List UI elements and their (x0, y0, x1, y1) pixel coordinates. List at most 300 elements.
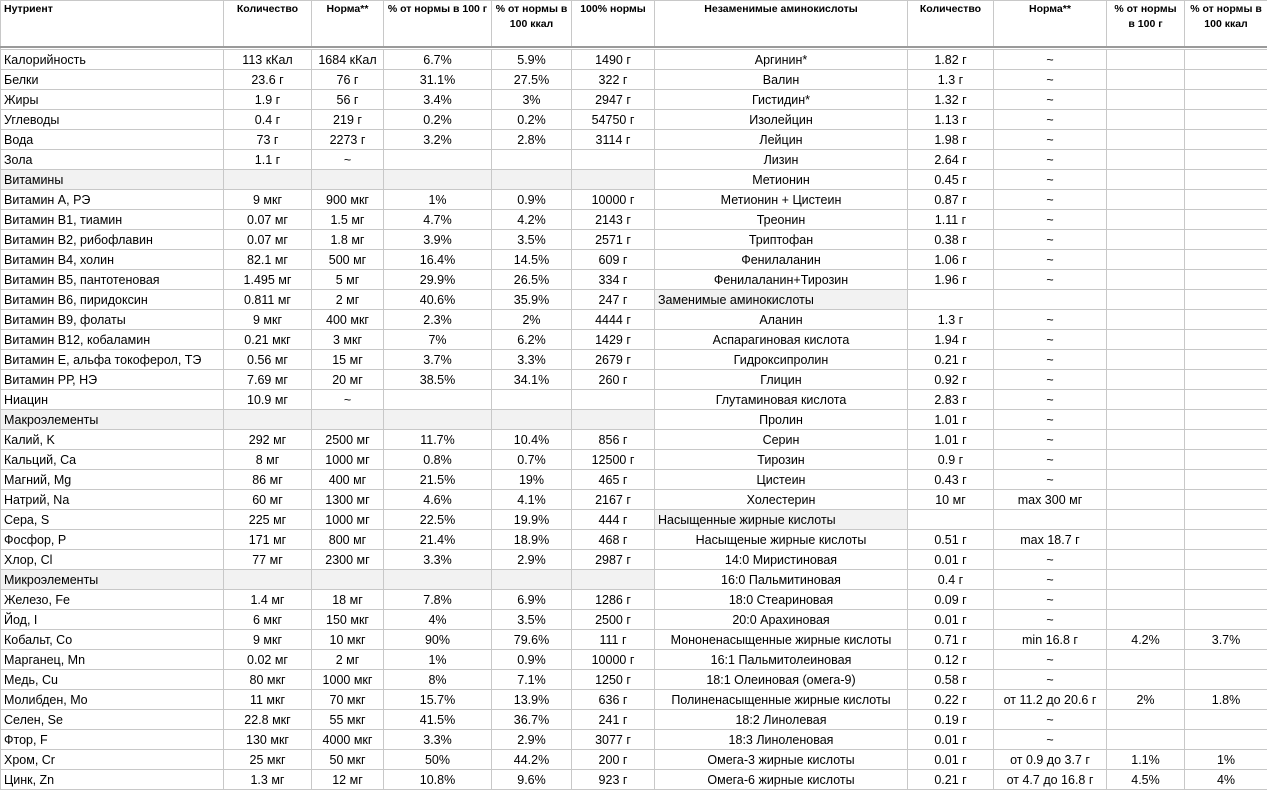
nutrient-value: 21.5% (384, 470, 492, 490)
table-row (1, 210, 1267, 230)
nutrient-name: Витамин В4, холин (1, 250, 224, 270)
nutrient-value: 4.1% (492, 490, 572, 510)
acid-value: 0.01 г (908, 550, 994, 570)
acid-name: 14:0 Миристиновая (655, 550, 908, 570)
nutrient-name: Ниацин (1, 390, 224, 410)
acid-value (1185, 310, 1267, 330)
acid-value: 4% (1185, 770, 1267, 790)
nutrient-name: Магний, Mg (1, 470, 224, 490)
section-cell (224, 570, 312, 590)
acid-name: 16:0 Пальмитиновая (655, 570, 908, 590)
acid-name: Лейцин (655, 130, 908, 150)
section-cell (1107, 290, 1185, 310)
nutrient-value: 400 мг (312, 470, 384, 490)
acid-value: 0.51 г (908, 530, 994, 550)
nutrient-value: 4.7% (384, 210, 492, 230)
nutrient-value: 3.5% (492, 230, 572, 250)
table-row (1, 750, 1267, 770)
acid-value: 1.06 г (908, 250, 994, 270)
section-cell (384, 170, 492, 190)
acid-name: Аспарагиновая кислота (655, 330, 908, 350)
acid-value (1107, 470, 1185, 490)
acid-value (1107, 50, 1185, 70)
nutrient-value: 36.7% (492, 710, 572, 730)
table-row (1, 370, 1267, 390)
acid-value: 3.7% (1185, 630, 1267, 650)
header-row (1, 1, 1267, 48)
header-nutrient: Нутриент (1, 1, 224, 48)
nutrient-value: 26.5% (492, 270, 572, 290)
table-row (1, 190, 1267, 210)
section-cell (572, 410, 655, 430)
nutrient-value: 247 г (572, 290, 655, 310)
table-row (1, 170, 1267, 190)
acid-name: Омега-6 жирные кислоты (655, 770, 908, 790)
nutrient-value: 20 мг (312, 370, 384, 390)
acid-value: ~ (994, 190, 1107, 210)
nutrient-value (384, 390, 492, 410)
table-row (1, 590, 1267, 610)
acid-name: Фенилаланин (655, 250, 908, 270)
nutrient-value: 10 мкг (312, 630, 384, 650)
acid-value: ~ (994, 570, 1107, 590)
acid-name: Мононенасыщенные жирные кислоты (655, 630, 908, 650)
table-row (1, 470, 1267, 490)
nutrient-name: Витамин Е, альфа токоферол, ТЭ (1, 350, 224, 370)
acid-value: 0.01 г (908, 730, 994, 750)
nutrient-value: 14.5% (492, 250, 572, 270)
acid-value: ~ (994, 90, 1107, 110)
nutrient-value: 6.2% (492, 330, 572, 350)
acid-name: Глутаминовая кислота (655, 390, 908, 410)
nutrient-value: 260 г (572, 370, 655, 390)
nutrient-value: 25 мкг (224, 750, 312, 770)
acid-value: 1.82 г (908, 50, 994, 70)
header-full-norm: 100% нормы (572, 1, 655, 48)
acid-value: 1.13 г (908, 110, 994, 130)
header-pct-100g-r: % от нормы в 100 г (1107, 1, 1185, 48)
table-row (1, 330, 1267, 350)
table-row (1, 290, 1267, 310)
nutrient-value: 3.2% (384, 130, 492, 150)
acid-value (1185, 70, 1267, 90)
nutrient-value: 11 мкг (224, 690, 312, 710)
nutrient-value: 241 г (572, 710, 655, 730)
nutrient-value: 3.5% (492, 610, 572, 630)
section-cell (908, 510, 994, 530)
nutrient-value: 2143 г (572, 210, 655, 230)
nutrient-value: 1.4 мг (224, 590, 312, 610)
nutrient-value: 4000 мкг (312, 730, 384, 750)
acid-name: Холестерин (655, 490, 908, 510)
acid-value (1185, 470, 1267, 490)
acid-value: ~ (994, 50, 1107, 70)
acid-value: ~ (994, 550, 1107, 570)
nutrient-name: Селен, Se (1, 710, 224, 730)
section-label: Витамины (1, 170, 224, 190)
acid-value (1185, 230, 1267, 250)
nutrient-value: 82.1 мг (224, 250, 312, 270)
nutrient-name: Жиры (1, 90, 224, 110)
acid-name: Пролин (655, 410, 908, 430)
nutrient-value: 22.5% (384, 510, 492, 530)
nutrient-name: Белки (1, 70, 224, 90)
acid-value: min 16.8 г (994, 630, 1107, 650)
acid-value: 2.64 г (908, 150, 994, 170)
nutrient-value: 292 мг (224, 430, 312, 450)
nutrient-value: 4% (384, 610, 492, 630)
table-row (1, 230, 1267, 250)
nutrient-value: 200 г (572, 750, 655, 770)
acid-value: ~ (994, 370, 1107, 390)
nutrient-value: 10.9 мг (224, 390, 312, 410)
table-row (1, 50, 1267, 70)
nutrient-value: 18.9% (492, 530, 572, 550)
nutrient-value: 800 мг (312, 530, 384, 550)
nutrient-value: 0.4 г (224, 110, 312, 130)
nutrient-value: 40.6% (384, 290, 492, 310)
acid-value (1107, 650, 1185, 670)
nutrient-value: 3 мкг (312, 330, 384, 350)
nutrient-value: 0.21 мкг (224, 330, 312, 350)
nutrient-value: 5 мг (312, 270, 384, 290)
acid-value (1107, 390, 1185, 410)
nutrient-value: 23.6 г (224, 70, 312, 90)
acid-value (1107, 350, 1185, 370)
nutrient-name: Зола (1, 150, 224, 170)
table-row (1, 770, 1267, 790)
nutrient-name: Витамин А, РЭ (1, 190, 224, 210)
acid-value: ~ (994, 450, 1107, 470)
section-cell (312, 170, 384, 190)
nutrient-name: Натрий, Na (1, 490, 224, 510)
nutrient-value: 3114 г (572, 130, 655, 150)
nutrient-value: 400 мкг (312, 310, 384, 330)
acid-value (1107, 450, 1185, 470)
section-cell (384, 570, 492, 590)
nutrient-value: 1684 кКал (312, 50, 384, 70)
nutrient-value: 225 мг (224, 510, 312, 530)
nutrient-value: 0.9% (492, 650, 572, 670)
nutrient-value: 2% (492, 310, 572, 330)
section-label: Микроэлементы (1, 570, 224, 590)
nutrient-value: 219 г (312, 110, 384, 130)
acid-value: ~ (994, 650, 1107, 670)
nutrient-value: 0.7% (492, 450, 572, 470)
acid-name: Триптофан (655, 230, 908, 250)
acid-name: 20:0 Арахиновая (655, 610, 908, 630)
nutrient-value: 2167 г (572, 490, 655, 510)
nutrient-value: 2500 г (572, 610, 655, 630)
acid-value: 1.11 г (908, 210, 994, 230)
nutrient-name: Марганец, Mn (1, 650, 224, 670)
nutrient-value: 465 г (572, 470, 655, 490)
nutrient-value: 1.9 г (224, 90, 312, 110)
nutrient-value: ~ (312, 390, 384, 410)
nutrient-value: ~ (312, 150, 384, 170)
acid-value (1185, 370, 1267, 390)
nutrient-name: Витамин В12, кобаламин (1, 330, 224, 350)
nutrient-value: 16.4% (384, 250, 492, 270)
acid-value (1107, 490, 1185, 510)
header-pct-100kcal: % от нормы в 100 ккал (492, 1, 572, 48)
section-label: Заменимые аминокислоты (655, 290, 908, 310)
nutrient-value: 1% (384, 650, 492, 670)
acid-value: ~ (994, 470, 1107, 490)
nutrient-value: 500 мг (312, 250, 384, 270)
nutrient-value: 113 кКал (224, 50, 312, 70)
section-cell (492, 410, 572, 430)
nutrient-value: 468 г (572, 530, 655, 550)
nutrient-value: 3.3% (492, 350, 572, 370)
acid-value: 4.2% (1107, 630, 1185, 650)
nutrient-value: 444 г (572, 510, 655, 530)
nutrient-value: 636 г (572, 690, 655, 710)
nutrient-name: Витамин В1, тиамин (1, 210, 224, 230)
acid-value: 0.21 г (908, 770, 994, 790)
acid-value (1107, 90, 1185, 110)
nutrient-value: 2571 г (572, 230, 655, 250)
table-row (1, 310, 1267, 330)
acid-value (1185, 390, 1267, 410)
nutrient-value: 15.7% (384, 690, 492, 710)
section-cell (224, 410, 312, 430)
acid-value: 0.01 г (908, 750, 994, 770)
acid-value: ~ (994, 250, 1107, 270)
acid-value: max 300 мг (994, 490, 1107, 510)
section-cell (224, 170, 312, 190)
acid-value (1185, 450, 1267, 470)
acid-value: ~ (994, 130, 1107, 150)
acid-value (1107, 730, 1185, 750)
table-row (1, 350, 1267, 370)
acid-value (1107, 110, 1185, 130)
section-cell (572, 570, 655, 590)
nutrient-value: 73 г (224, 130, 312, 150)
nutrient-value: 4.2% (492, 210, 572, 230)
section-cell (908, 290, 994, 310)
nutrient-value: 130 мкг (224, 730, 312, 750)
table-row (1, 550, 1267, 570)
acid-value (1185, 730, 1267, 750)
nutrient-value: 1.495 мг (224, 270, 312, 290)
section-cell (572, 170, 655, 190)
table-row (1, 690, 1267, 710)
nutrient-value: 10000 г (572, 650, 655, 670)
nutrient-value: 4444 г (572, 310, 655, 330)
nutrient-value: 10.4% (492, 430, 572, 450)
acid-value (1185, 590, 1267, 610)
nutrient-name: Витамин РР, НЭ (1, 370, 224, 390)
header-pct-100kcal-r: % от нормы в 100 ккал (1185, 1, 1267, 48)
acid-value (1185, 110, 1267, 130)
nutrient-value: 0.02 мг (224, 650, 312, 670)
acid-value: ~ (994, 350, 1107, 370)
nutrient-name: Калорийность (1, 50, 224, 70)
nutrient-value: 3% (492, 90, 572, 110)
table-row (1, 530, 1267, 550)
table-row (1, 450, 1267, 470)
acid-value (1107, 550, 1185, 570)
table-row (1, 130, 1267, 150)
acid-value (1185, 170, 1267, 190)
nutrient-value: 9.6% (492, 770, 572, 790)
nutrient-value: 21.4% (384, 530, 492, 550)
acid-value (1107, 610, 1185, 630)
section-cell (312, 570, 384, 590)
acid-value: 1.01 г (908, 410, 994, 430)
table-row (1, 250, 1267, 270)
acid-value: 0.22 г (908, 690, 994, 710)
acid-value (1185, 570, 1267, 590)
acid-value (1185, 150, 1267, 170)
acid-value: 0.38 г (908, 230, 994, 250)
nutrient-value: 41.5% (384, 710, 492, 730)
nutrient-value: 8% (384, 670, 492, 690)
acid-value (1185, 330, 1267, 350)
nutrient-value (384, 150, 492, 170)
nutrient-value: 1000 мкг (312, 670, 384, 690)
acid-value (1185, 210, 1267, 230)
nutrient-value: 0.811 мг (224, 290, 312, 310)
nutrient-value (572, 150, 655, 170)
nutrient-value: 15 мг (312, 350, 384, 370)
acid-value (1107, 250, 1185, 270)
section-label: Макроэлементы (1, 410, 224, 430)
nutrient-value: 1000 мг (312, 450, 384, 470)
nutrient-value: 50% (384, 750, 492, 770)
nutrient-name: Витамин В6, пиридоксин (1, 290, 224, 310)
acid-name: Фенилаланин+Тирозин (655, 270, 908, 290)
acid-value: от 0.9 до 3.7 г (994, 750, 1107, 770)
nutrient-name: Медь, Cu (1, 670, 224, 690)
nutrient-value: 9 мкг (224, 190, 312, 210)
nutrient-name: Фтор, F (1, 730, 224, 750)
nutrient-value: 11.7% (384, 430, 492, 450)
acid-value (1185, 650, 1267, 670)
acid-value: ~ (994, 610, 1107, 630)
nutrient-value: 7.1% (492, 670, 572, 690)
nutrient-value: 2.3% (384, 310, 492, 330)
nutrient-value: 56 г (312, 90, 384, 110)
acid-value (1107, 670, 1185, 690)
acid-value (1107, 170, 1185, 190)
nutrient-name: Железо, Fe (1, 590, 224, 610)
acid-value: 0.19 г (908, 710, 994, 730)
nutrient-value: 1300 мг (312, 490, 384, 510)
nutrient-value: 923 г (572, 770, 655, 790)
acid-value: 1% (1185, 750, 1267, 770)
acid-name: Гистидин* (655, 90, 908, 110)
nutrient-value: 55 мкг (312, 710, 384, 730)
table-row (1, 630, 1267, 650)
nutrient-value: 3.3% (384, 730, 492, 750)
table-row (1, 410, 1267, 430)
acid-value (1107, 150, 1185, 170)
header-pct-100g: % от нормы в 100 г (384, 1, 492, 48)
acid-value: ~ (994, 710, 1107, 730)
table-row (1, 650, 1267, 670)
acid-value: ~ (994, 310, 1107, 330)
nutrient-value: 70 мкг (312, 690, 384, 710)
acid-value: 0.01 г (908, 610, 994, 630)
nutrient-value: 4.6% (384, 490, 492, 510)
nutrient-value: 2947 г (572, 90, 655, 110)
nutrient-value: 2300 мг (312, 550, 384, 570)
acid-value: ~ (994, 170, 1107, 190)
acid-value: 2% (1107, 690, 1185, 710)
nutrient-value: 171 мг (224, 530, 312, 550)
nutrient-value: 35.9% (492, 290, 572, 310)
nutrient-value (572, 390, 655, 410)
acid-value (1107, 330, 1185, 350)
acid-value: 0.9 г (908, 450, 994, 470)
section-cell (1185, 510, 1267, 530)
acid-value: ~ (994, 230, 1107, 250)
acid-value: ~ (994, 210, 1107, 230)
nutrient-value: 2500 мг (312, 430, 384, 450)
acid-value: 0.12 г (908, 650, 994, 670)
table-row (1, 270, 1267, 290)
nutrient-value: 6.9% (492, 590, 572, 610)
acid-value: 1.96 г (908, 270, 994, 290)
header-amount-r: Количество (908, 1, 994, 48)
table-body (1, 1, 1267, 790)
nutrient-value: 900 мкг (312, 190, 384, 210)
acid-value (1185, 50, 1267, 70)
acid-name: Метионин (655, 170, 908, 190)
header-amount: Количество (224, 1, 312, 48)
acid-value: ~ (994, 390, 1107, 410)
acid-value: 10 мг (908, 490, 994, 510)
acid-value: ~ (994, 70, 1107, 90)
section-cell (1107, 510, 1185, 530)
nutrient-value: 1490 г (572, 50, 655, 70)
acid-value: 1.8% (1185, 690, 1267, 710)
acid-value (1185, 350, 1267, 370)
section-cell (994, 510, 1107, 530)
acid-value: max 18.7 г (994, 530, 1107, 550)
header-norm-r: Норма** (994, 1, 1107, 48)
acid-value: 2.83 г (908, 390, 994, 410)
nutrient-value: 0.9% (492, 190, 572, 210)
acid-value: 0.87 г (908, 190, 994, 210)
nutrient-value: 0.8% (384, 450, 492, 470)
acid-value (1107, 130, 1185, 150)
acid-name: Насыщеные жирные кислоты (655, 530, 908, 550)
nutrient-value: 2.9% (492, 730, 572, 750)
nutrient-value: 54750 г (572, 110, 655, 130)
nutrient-name: Фосфор, Р (1, 530, 224, 550)
nutrient-value (492, 390, 572, 410)
nutrient-value: 7% (384, 330, 492, 350)
nutrient-value: 1250 г (572, 670, 655, 690)
acid-value: 0.21 г (908, 350, 994, 370)
nutrient-value: 60 мг (224, 490, 312, 510)
header-norm: Норма** (312, 1, 384, 48)
acid-name: Аланин (655, 310, 908, 330)
nutrient-value: 50 мкг (312, 750, 384, 770)
section-cell (994, 290, 1107, 310)
nutrient-value: 12500 г (572, 450, 655, 470)
nutrient-value: 34.1% (492, 370, 572, 390)
acid-value (1107, 270, 1185, 290)
nutrient-value: 1000 мг (312, 510, 384, 530)
acid-name: 18:1 Олеиновая (омега-9) (655, 670, 908, 690)
acid-value: ~ (994, 730, 1107, 750)
section-cell (492, 170, 572, 190)
nutrient-value: 12 мг (312, 770, 384, 790)
